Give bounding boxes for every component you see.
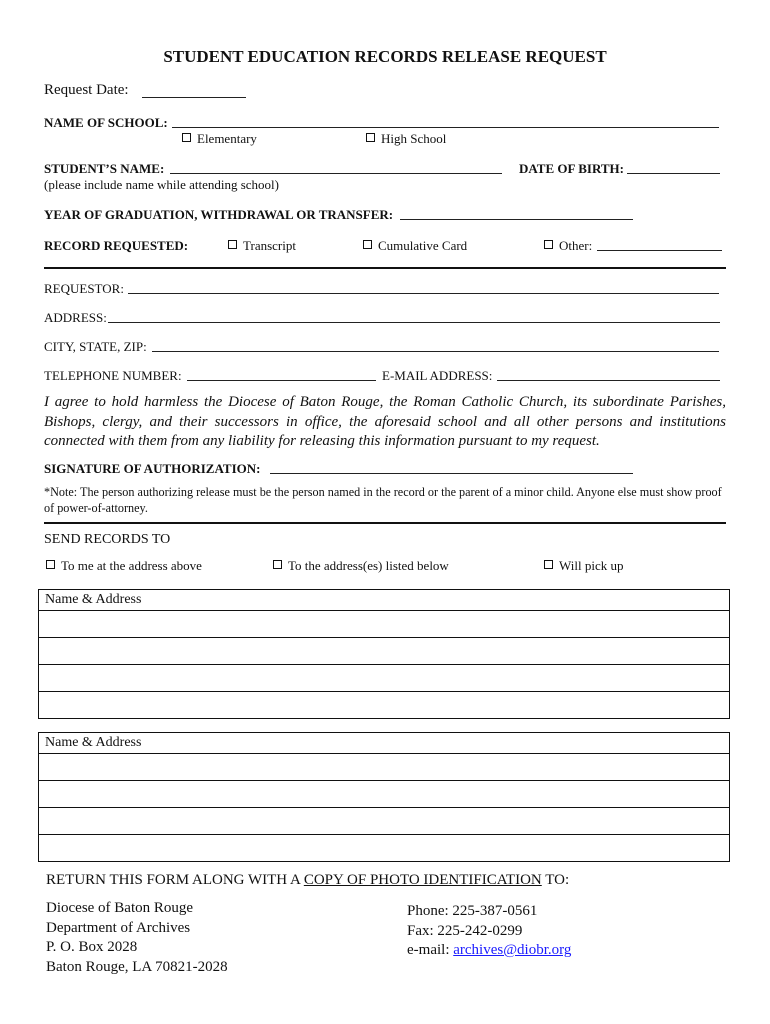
address-label: ADDRESS: — [44, 310, 107, 325]
graduation-field[interactable] — [400, 219, 633, 220]
record-requested-label: RECORD REQUESTED: — [44, 238, 189, 253]
note-text: *Note: The person authorizing release must be the person named in the record or the parent of a minor child. Anyone else must show proof of power-of-attorney. — [44, 485, 722, 515]
table-row[interactable] — [39, 834, 729, 861]
checkbox-icon — [228, 240, 237, 249]
table-row[interactable] — [39, 807, 729, 834]
section-divider — [44, 267, 726, 269]
address-line: Department of Archives — [46, 919, 191, 936]
signature-field[interactable] — [270, 473, 633, 474]
request-date-field[interactable] — [142, 97, 246, 98]
table-header: Name & Address — [45, 592, 142, 607]
diocese-address — [46, 899, 228, 977]
dob-label: DATE OF BIRTH: — [519, 161, 624, 176]
table-row[interactable] — [39, 637, 729, 664]
dob-field[interactable] — [627, 173, 720, 174]
address-field[interactable] — [108, 322, 720, 323]
other-checkbox[interactable]: Other: — [544, 238, 592, 254]
checkbox-icon — [366, 133, 375, 142]
table-row[interactable] — [39, 753, 729, 780]
contact-info — [407, 902, 571, 961]
checkbox-icon — [46, 560, 55, 569]
agreement-text: I agree to hold harmless the Diocese of Baton Rouge, the Roman Catholic Church, its subordinate Parishes, Bishops, clergy, and their successors in office, the aforesaid school and all other persons and institutions connected with them from any liability for releasing this information pursuant to my request. — [44, 394, 726, 449]
table-header: Name & Address — [45, 735, 142, 750]
page-title: STUDENT EDUCATION RECORDS RELEASE REQUEST — [163, 47, 607, 66]
checkbox-icon — [544, 560, 553, 569]
other-field[interactable] — [597, 250, 722, 251]
contact-fax: Fax: 225-242-0299 — [407, 922, 523, 939]
school-name-field[interactable] — [172, 127, 719, 128]
graduation-label: YEAR OF GRADUATION, WITHDRAWAL OR TRANSFER: — [44, 207, 394, 222]
table-row[interactable] — [39, 664, 729, 691]
signature-label: SIGNATURE OF AUTHORIZATION: — [44, 461, 261, 476]
telephone-label: TELEPHONE NUMBER: — [44, 368, 182, 383]
email-field[interactable] — [497, 380, 720, 381]
table-row[interactable] — [39, 780, 729, 807]
return-instructions: RETURN THIS FORM ALONG WITH A COPY OF PHOTO IDENTIFICATION TO: — [46, 872, 570, 888]
requestor-label: REQUESTOR: — [44, 281, 124, 296]
checkbox-icon — [363, 240, 372, 249]
send-to-listed-checkbox[interactable]: To the address(es) listed below — [273, 558, 449, 574]
telephone-field[interactable] — [187, 380, 376, 381]
student-name-field[interactable] — [170, 173, 502, 174]
send-records-heading: SEND RECORDS TO — [44, 532, 171, 547]
school-label: NAME OF SCHOOL: — [44, 115, 168, 130]
table-row[interactable] — [39, 691, 729, 718]
city-state-zip-field[interactable] — [152, 351, 719, 352]
cumulative-card-checkbox[interactable]: Cumulative Card — [363, 238, 467, 254]
address-line: P. O. Box 2028 — [46, 939, 138, 955]
student-name-hint: (please include name while attending school) — [44, 177, 280, 192]
checkbox-icon — [273, 560, 282, 569]
contact-email: e-mail: archives@diobr.org — [407, 942, 572, 958]
city-state-zip-label: CITY, STATE, ZIP: — [44, 339, 147, 354]
photo-id-emphasis: COPY OF PHOTO IDENTIFICATION — [303, 872, 542, 888]
contact-phone: Phone: 225-387-0561 — [407, 903, 538, 919]
table-row[interactable] — [39, 610, 729, 637]
transcript-checkbox[interactable]: Transcript — [228, 238, 296, 254]
checkbox-icon — [544, 240, 553, 249]
section-divider — [44, 522, 726, 524]
elementary-checkbox[interactable]: Elementary — [182, 131, 257, 147]
checkbox-icon — [182, 133, 191, 142]
address-line: Diocese of Baton Rouge — [46, 900, 194, 916]
address-table-2 — [38, 732, 730, 862]
high-school-checkbox[interactable]: High School — [366, 131, 446, 147]
send-to-me-checkbox[interactable]: To me at the address above — [46, 558, 202, 574]
address-table-1 — [38, 589, 730, 719]
will-pick-up-checkbox[interactable]: Will pick up — [544, 558, 623, 574]
requestor-field[interactable] — [128, 293, 719, 294]
student-name-label: STUDENT’S NAME: — [44, 161, 165, 176]
address-line: Baton Rouge, LA 70821-2028 — [46, 958, 228, 975]
request-date-label: Request Date: — [44, 82, 129, 98]
email-link[interactable]: archives@diobr.org — [453, 942, 572, 958]
email-label: E-MAIL ADDRESS: — [382, 368, 493, 383]
